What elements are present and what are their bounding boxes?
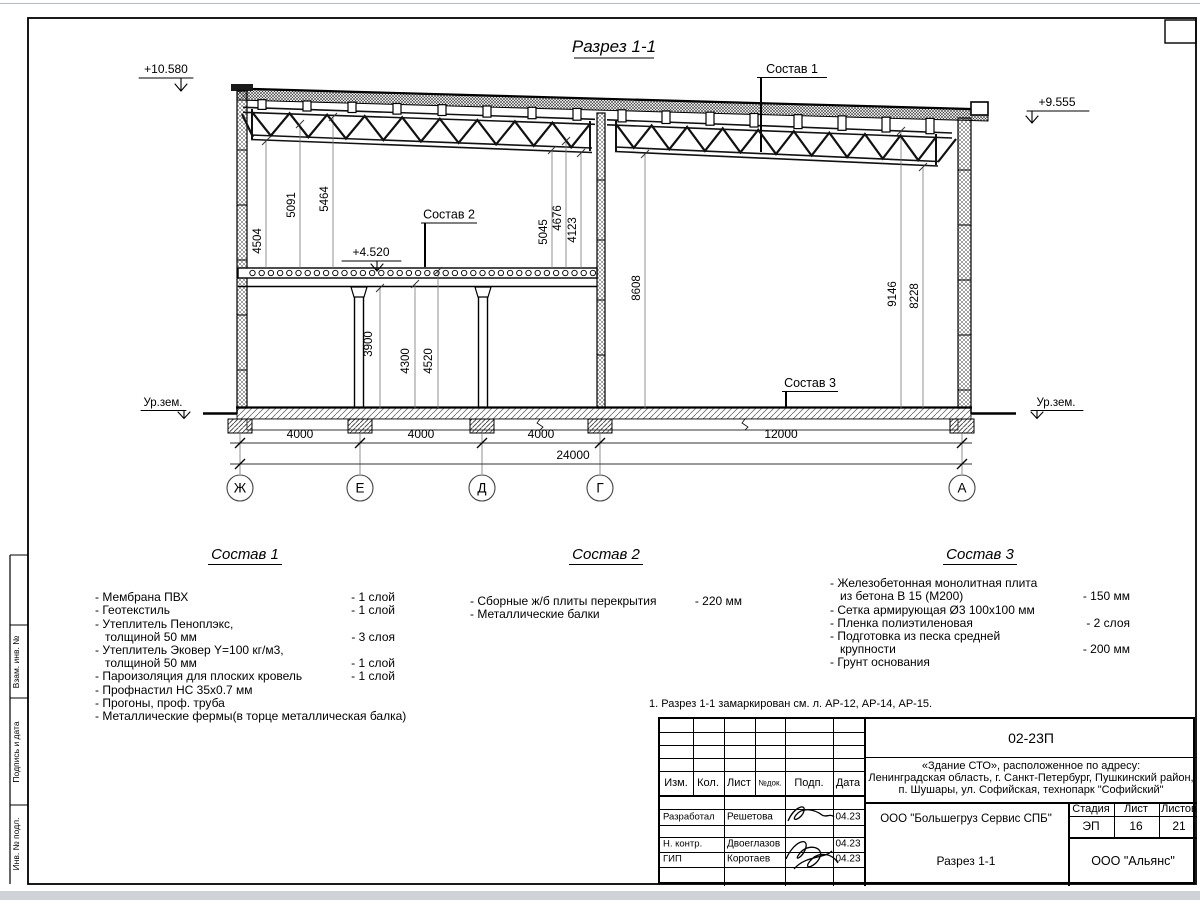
dim-span-1: 4000 bbox=[286, 427, 314, 441]
wall-left bbox=[237, 91, 247, 408]
margin-label-vzam: Взам. инв. № bbox=[11, 635, 21, 689]
elevation-arrow bbox=[175, 78, 187, 91]
role-ncontrol: Н. контр. bbox=[663, 838, 703, 850]
column-capital bbox=[475, 287, 491, 297]
composition-item bbox=[95, 618, 395, 631]
composition-3-list bbox=[830, 577, 1130, 669]
name-ncontrol: Двоеглазов bbox=[727, 838, 781, 850]
layer-name: - Мембрана ПВХ bbox=[95, 590, 189, 605]
composition-item bbox=[95, 604, 395, 617]
layer-name: - Сетка армирующая Ø3 100х100 мм bbox=[830, 602, 1035, 617]
divider bbox=[1159, 802, 1160, 837]
layer-name: толщиной 50 мм bbox=[105, 629, 197, 644]
stage-label: Стадия bbox=[1072, 803, 1110, 815]
col-izm: Изм. bbox=[664, 777, 688, 789]
name-developer: Решетова bbox=[727, 811, 773, 823]
dim-5091: 5091 bbox=[286, 192, 298, 218]
mezzanine-slab bbox=[238, 268, 597, 408]
column-capital bbox=[351, 287, 367, 297]
stage-value: ЭП bbox=[1082, 819, 1100, 833]
dim-total: 24000 bbox=[556, 448, 590, 462]
sheets-label: Листов bbox=[1161, 803, 1197, 815]
foundation-pad bbox=[228, 419, 252, 433]
wall-right bbox=[958, 118, 971, 408]
dim-4300: 4300 bbox=[400, 348, 412, 374]
layer-value: - 1 слой bbox=[351, 590, 395, 605]
dim-5464: 5464 bbox=[319, 186, 331, 212]
divider bbox=[660, 758, 864, 759]
divider bbox=[1068, 816, 1197, 817]
layer-value: - 2 слоя bbox=[1086, 615, 1130, 630]
composition-3 bbox=[830, 548, 1130, 670]
layer-name: - Подготовка из песка средней bbox=[830, 629, 1001, 644]
layer-value: - 220 мм bbox=[694, 594, 742, 609]
layer-name: - Пленка полиэтиленовая bbox=[830, 615, 973, 630]
role-gip: ГИП bbox=[663, 853, 682, 865]
layer-name: - Прогоны, проф. труба bbox=[95, 695, 225, 710]
layer-name: крупности bbox=[840, 642, 896, 657]
parapet-cap bbox=[231, 84, 253, 91]
drawing-title bbox=[572, 37, 656, 58]
dim-span-2: 4000 bbox=[407, 427, 435, 441]
title-block bbox=[658, 717, 1195, 884]
elevation-roof-left: +10.580 bbox=[144, 62, 188, 76]
layer-name: - Утеплитель Пеноплэкс, bbox=[95, 616, 234, 631]
composition-2 bbox=[470, 548, 742, 622]
divider bbox=[1068, 837, 1197, 839]
dim-9146: 9146 bbox=[887, 281, 899, 307]
leader-sostav3: Состав 3 bbox=[784, 376, 836, 390]
signatures bbox=[780, 797, 860, 882]
axis-e: Е bbox=[355, 480, 365, 496]
composition-1-list bbox=[95, 590, 407, 724]
col-data: Дата bbox=[835, 777, 861, 789]
divider bbox=[660, 771, 864, 772]
sheet-label: Лист bbox=[1124, 803, 1148, 815]
drawing-name: Разрез 1-1 bbox=[936, 854, 996, 868]
layer-value: - 200 мм bbox=[1082, 642, 1130, 657]
dim-8228: 8228 bbox=[909, 283, 921, 309]
contractor: ООО "Большегруз Сервис СПБ" bbox=[880, 813, 1052, 825]
layer-name: - Пароизоляция для плоских кровель bbox=[95, 669, 303, 684]
dim-span-3: 4000 bbox=[527, 427, 555, 441]
dimension-labels bbox=[252, 186, 921, 374]
layer-name: - Железобетонная монолитная плита bbox=[830, 576, 1038, 591]
dim-5045: 5045 bbox=[538, 219, 550, 245]
date-developer: 04.23 bbox=[835, 811, 861, 823]
signature-gip bbox=[786, 842, 838, 869]
layer-value: - 1 слой bbox=[351, 669, 395, 684]
ground-label-left: Ур.зем. bbox=[143, 397, 183, 409]
wall-middle bbox=[597, 113, 605, 408]
axis-g: Г bbox=[596, 480, 604, 496]
layer-name: - Утеплитель Эковер Y=100 кг/м3, bbox=[95, 643, 284, 658]
divider bbox=[660, 732, 864, 733]
composition-3-title: Состав 3 bbox=[830, 548, 1130, 561]
project-code: 02-23П bbox=[1008, 730, 1054, 746]
dim-4520: 4520 bbox=[423, 348, 435, 374]
composition-2-list bbox=[470, 595, 742, 621]
elevation-roof-right: +9.555 bbox=[1038, 95, 1076, 109]
date-ncontrol: 04.23 bbox=[835, 838, 861, 850]
layer-name: - Геотекстиль bbox=[95, 603, 170, 618]
layer-name: толщиной 50 мм bbox=[105, 656, 197, 671]
layer-name: - Сборные ж/б плиты перекрытия bbox=[470, 594, 657, 609]
layer-name: из бетона В 15 (М200) bbox=[840, 589, 964, 604]
divider bbox=[660, 745, 864, 746]
layer-value: - 1 слой bbox=[351, 603, 395, 618]
dim-4504: 4504 bbox=[252, 228, 264, 254]
object-line-2: Ленинградская область, г. Санкт-Петербург, Пушкинский район, bbox=[868, 772, 1194, 784]
layer-name: - Металлические балки bbox=[470, 607, 600, 622]
layer-name: - Грунт основания bbox=[830, 655, 930, 670]
layer-value: - 3 слоя bbox=[351, 629, 395, 644]
elevation-arrow bbox=[178, 411, 190, 419]
sheet-note: 1. Разрез 1-1 замаркирован см. л. АР-12, АР-14, АР-15. bbox=[649, 698, 933, 710]
composition-item bbox=[830, 604, 1130, 617]
axis-bubbles bbox=[227, 475, 975, 501]
foundation-pad bbox=[470, 419, 494, 433]
axis-zh: Ж bbox=[233, 480, 247, 496]
axis-a: А bbox=[957, 480, 967, 496]
dim-4676: 4676 bbox=[552, 205, 564, 231]
composition-item bbox=[95, 670, 395, 683]
layer-name: - Металлические фермы(в торце металлическая балка) bbox=[95, 709, 407, 724]
axis-d: Д bbox=[477, 480, 487, 496]
col-kol: Кол. bbox=[697, 777, 719, 789]
foundation-pad bbox=[348, 419, 372, 433]
role-developer: Разработал bbox=[663, 811, 715, 823]
composition-item bbox=[470, 608, 742, 621]
margin-label-podpis: Подпись и дата bbox=[11, 721, 21, 783]
bottom-dimensions bbox=[227, 427, 975, 501]
divider bbox=[864, 757, 1197, 758]
elevation-arrow bbox=[1031, 411, 1043, 419]
leader-sostav1: Состав 1 bbox=[766, 62, 818, 76]
signature-developer bbox=[788, 807, 834, 821]
section-title: Разрез 1-1 bbox=[571, 37, 657, 56]
sheet-value: 16 bbox=[1129, 819, 1143, 833]
ground-label-right: Ур.зем. bbox=[1036, 397, 1076, 409]
col-ndok: №док. bbox=[758, 778, 782, 788]
object-line-1: «Здание СТО», расположенное по адресу: bbox=[921, 760, 1141, 772]
organization: ООО "Альянс" bbox=[1091, 854, 1175, 868]
object-line-3: п. Шушары, ул. Софийская, технопарк "Софийский" bbox=[898, 784, 1164, 796]
sheets-value: 21 bbox=[1172, 819, 1186, 833]
floor bbox=[203, 408, 1016, 434]
composition-1-title: Состав 1 bbox=[95, 548, 395, 561]
elevation-slab: +4.520 bbox=[352, 245, 390, 259]
roof-end-cap bbox=[971, 102, 988, 115]
col-list: Лист bbox=[727, 777, 751, 789]
elevation-arrow bbox=[1026, 111, 1038, 123]
name-gip: Коротаев bbox=[727, 853, 771, 865]
dim-4123: 4123 bbox=[567, 217, 579, 243]
date-gip: 04.23 bbox=[835, 853, 861, 865]
composition-2-title: Состав 2 bbox=[470, 548, 742, 561]
col-podp: Подп. bbox=[794, 777, 824, 789]
divider bbox=[1068, 802, 1070, 886]
composition-item bbox=[95, 684, 395, 697]
layer-name: - Профнастил НС 35х0.7 мм bbox=[95, 682, 253, 697]
divider bbox=[693, 719, 694, 795]
truss-1 bbox=[242, 107, 595, 152]
foundation-pad bbox=[588, 419, 612, 433]
composition-item bbox=[830, 590, 1130, 603]
composition-item bbox=[830, 656, 1130, 669]
dim-3900: 3900 bbox=[363, 331, 375, 357]
truss-2 bbox=[607, 120, 956, 166]
composition-item bbox=[95, 709, 407, 724]
leader-sostav2: Состав 2 bbox=[423, 207, 475, 222]
corner-box bbox=[1165, 20, 1196, 43]
foundation-pad bbox=[950, 419, 974, 433]
divider bbox=[755, 719, 756, 795]
layer-value: - 150 мм bbox=[1082, 589, 1130, 604]
dim-span-4: 12000 bbox=[764, 427, 798, 441]
divider bbox=[1114, 802, 1115, 837]
dim-8608: 8608 bbox=[631, 275, 643, 301]
layer-value: - 1 слой bbox=[351, 656, 395, 671]
margin-label-inv: Инв. № подл. bbox=[11, 817, 21, 871]
composition-1 bbox=[95, 546, 407, 724]
